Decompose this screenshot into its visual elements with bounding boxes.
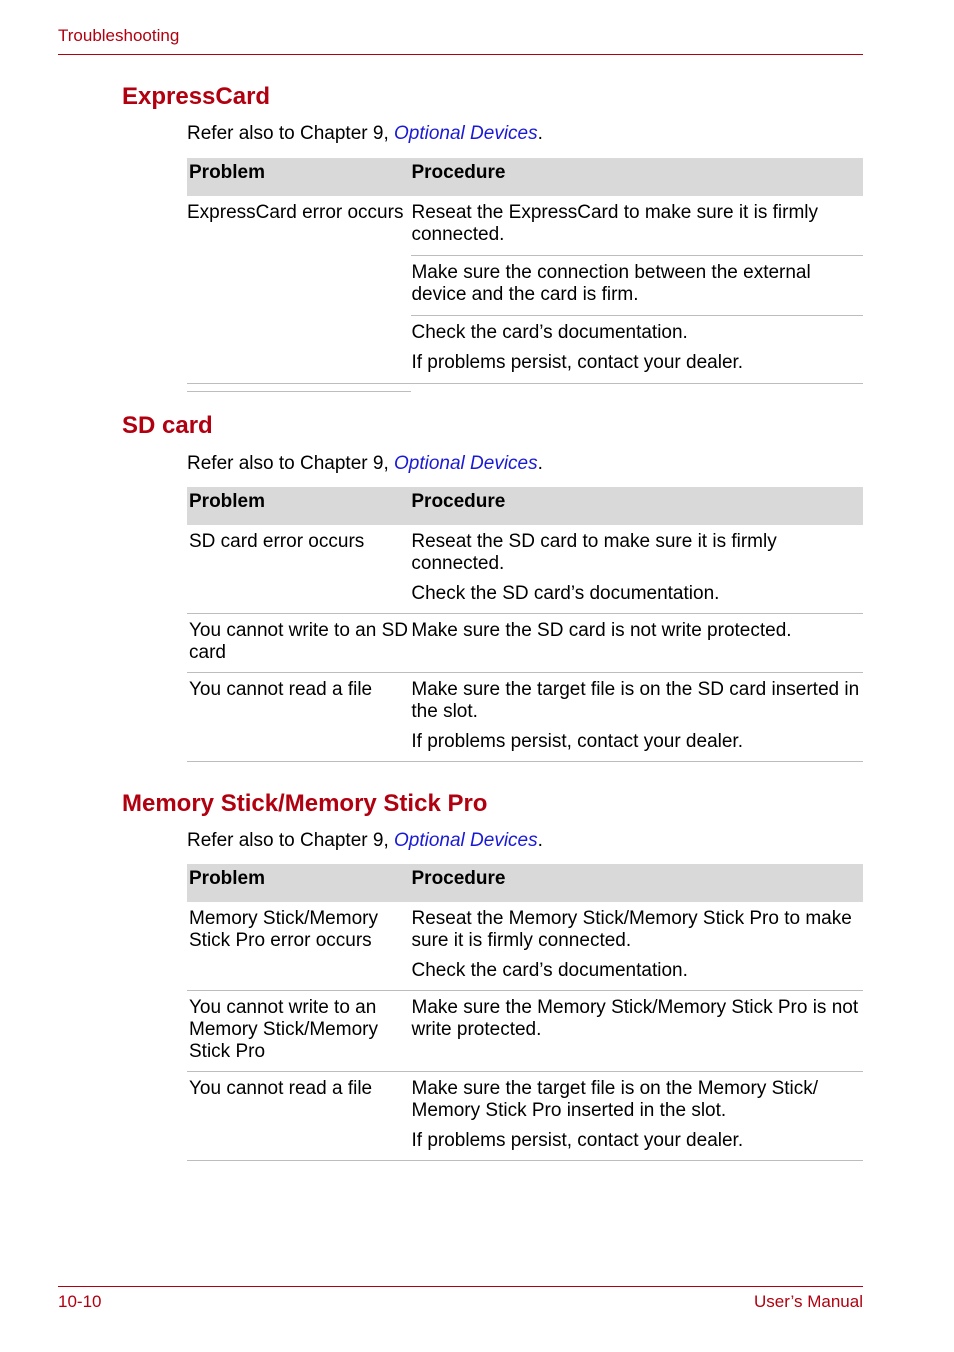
procedure-line: Check the SD card’s documentation. (411, 583, 720, 604)
table-row (187, 673, 863, 762)
refer-note (187, 830, 543, 852)
optional-devices-link[interactable]: Optional Devices (394, 830, 538, 851)
procedure-cell (411, 256, 863, 316)
procedure-cell (411, 673, 863, 762)
header-rule (58, 54, 863, 55)
table-row (187, 614, 863, 673)
procedure-line: Reseat the Memory Stick/Memory Stick Pro to make sure it is firmly connected. (411, 908, 852, 951)
procedure-line: Check the card’s documentation. (411, 322, 688, 343)
problem-cell: You cannot write to an Memory Stick/Memory Stick Pro (187, 991, 412, 1072)
problem-cell: You cannot read a file (187, 673, 411, 762)
refer-prefix: Refer also to Chapter 9, (187, 830, 394, 851)
manual-name: User’s Manual (754, 1292, 863, 1311)
table-row (187, 1072, 863, 1161)
memory-stick-table (187, 864, 863, 1161)
section-title-memory-stick: Memory Stick/Memory Stick Pro (122, 790, 488, 817)
procedure-line: Make sure the connection between the external device and the card is firm. (411, 262, 811, 305)
refer-suffix: . (537, 830, 543, 851)
expresscard-table (187, 158, 863, 384)
procedure-line: If problems persist, contact your dealer. (411, 1130, 744, 1151)
procedure-line: Make sure the target file is on the Memory Stick/ Memory Stick Pro inserted in the slot. (411, 1078, 819, 1121)
column-header-problem: Problem (187, 487, 411, 525)
table-row (187, 902, 863, 991)
procedure-cell (411, 196, 863, 256)
table-row (187, 991, 863, 1072)
problem-cell: ExpressCard error occurs (187, 196, 411, 384)
procedure-cell (411, 316, 863, 384)
table-row (187, 525, 863, 614)
procedure-line: If problems persist, contact your dealer. (411, 731, 743, 752)
procedure-line: Make sure the SD card is not write protected. (411, 620, 792, 641)
table-header-row (187, 158, 863, 196)
procedure-cell (412, 991, 864, 1072)
column-header-procedure: Procedure (412, 864, 864, 902)
procedure-cell (412, 1072, 864, 1161)
column-header-problem: Problem (187, 864, 412, 902)
procedure-line: Make sure the target file is on the SD card inserted in the slot. (411, 679, 860, 722)
refer-note (187, 123, 543, 145)
footer-rule (58, 1286, 863, 1287)
procedure-cell (412, 902, 864, 991)
optional-devices-link[interactable]: Optional Devices (394, 453, 538, 474)
section-title-sd-card: SD card (122, 412, 213, 439)
column-header-procedure: Procedure (411, 487, 863, 525)
procedure-line: Reseat the SD card to make sure it is firmly connected. (411, 531, 777, 574)
problem-cell: You cannot read a file (187, 1072, 412, 1161)
procedure-cell (411, 614, 863, 673)
procedure-line: Reseat the ExpressCard to make sure it is firmly connected. (411, 202, 818, 245)
refer-suffix: . (537, 453, 543, 474)
refer-prefix: Refer also to Chapter 9, (187, 453, 394, 474)
column-header-procedure: Procedure (411, 158, 863, 196)
procedure-line: If problems persist, contact your dealer. (411, 352, 744, 373)
optional-devices-link[interactable]: Optional Devices (394, 123, 538, 144)
section-title-expresscard: ExpressCard (122, 83, 271, 110)
problem-cell: Memory Stick/Memory Stick Pro error occurs (187, 902, 412, 991)
table-bottom-rule (187, 391, 411, 392)
problem-cell: You cannot write to an SD card (187, 614, 411, 673)
table-header-row (187, 487, 863, 525)
procedure-line: Make sure the Memory Stick/Memory Stick Pro is not write protected. (411, 997, 859, 1040)
table-header-row (187, 864, 863, 902)
sd-card-table (187, 487, 863, 762)
table-row (187, 196, 863, 256)
running-head: Troubleshooting (58, 26, 180, 45)
procedure-cell (411, 525, 863, 614)
page-number: 10-10 (58, 1292, 102, 1311)
refer-note (187, 453, 543, 475)
refer-suffix: . (537, 123, 543, 144)
problem-cell: SD card error occurs (187, 525, 411, 614)
procedure-line: Check the card’s documentation. (411, 960, 688, 981)
refer-prefix: Refer also to Chapter 9, (187, 123, 394, 144)
column-header-problem: Problem (187, 158, 411, 196)
